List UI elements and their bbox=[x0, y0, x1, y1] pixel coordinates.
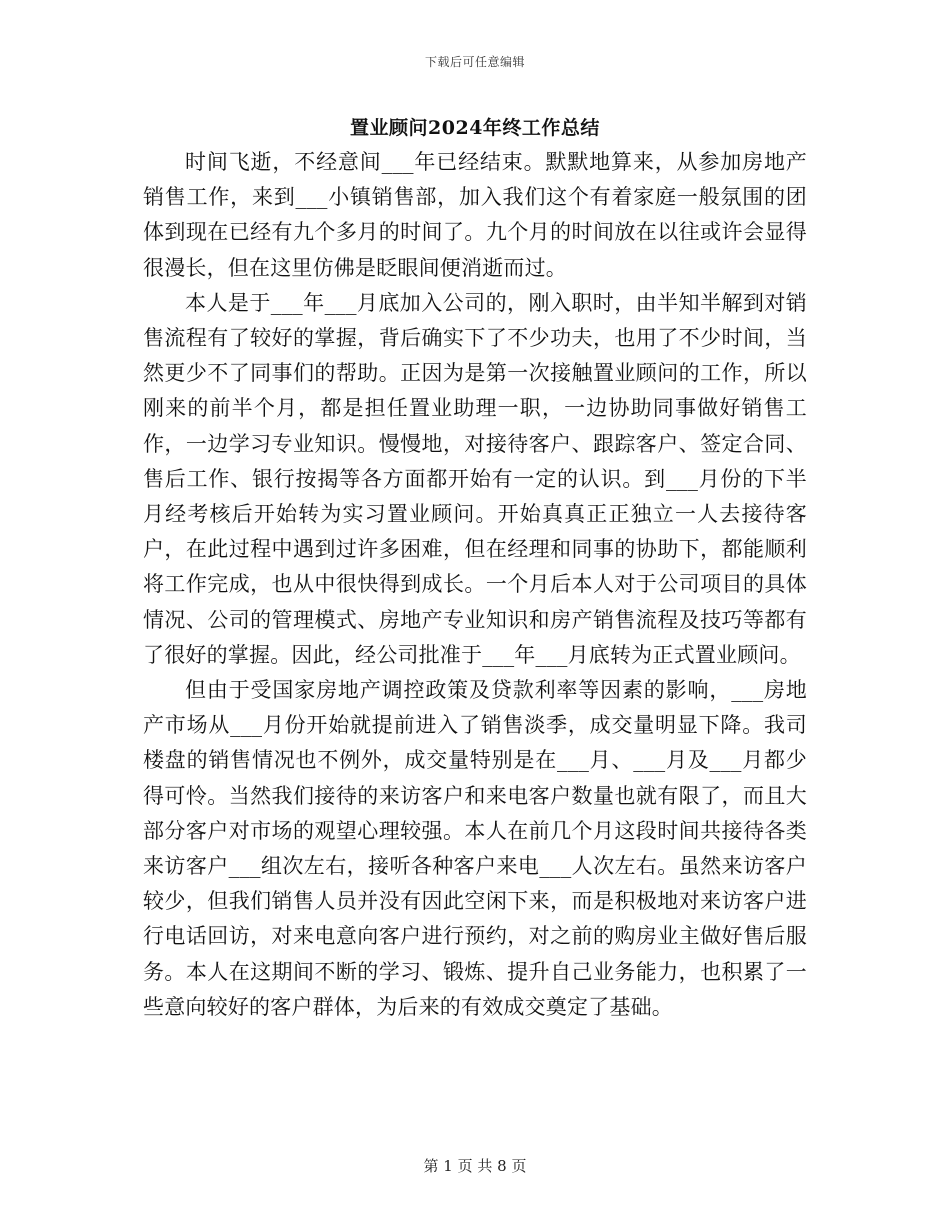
paragraph-1: 时间飞逝，不经意间___年已经结束。默默地算来，从参加房地产销售工作，来到___小镇销售部，加入我们这个有着家庭一般氛围的团体到现在已经有九个多月的时间了。九个月的时间放在以往或许会显得很漫长，但在这里仿佛是眨眼间便消逝而过。 bbox=[143, 150, 807, 280]
header-note: 下载后可任意编辑 bbox=[424, 55, 525, 69]
paragraph-2: 本人是于___年___月底加入公司的，刚入职时，由半知半解到对销售流程有了较好的掌握，背后确实下了不少功夫，也用了不少时间，当然更少不了同事们的帮助。正因为是第一次接触置业顾问的工作，所以刚来的前半个月，都是担任置业助理一职，一边协助同事做好销售工作，一边学习专业知识。慢慢地，对接待客户、跟踪客户、签定合同、售后工作、银行按揭等各方面都开始有一定的认识。到___月份的下半月经考核后开始转为实习置业顾问。开始真真正正独立一人去接待客户，在此过程中遇到过许多困难，但在经理和同事的协助下，都能顺利将工作完成，也从中很快得到成长。一个月后本人对于公司项目的具体情况、公司的管理模式、房地产专业知识和房产销售流程及技巧等都有了很好的掌握。因此，经公司批准于___年___月底转为正式置业顾问。 bbox=[143, 290, 807, 667]
document-body bbox=[143, 145, 807, 1025]
document-title: 置业顾问2024年终工作总结 bbox=[350, 117, 600, 139]
page-number: 第 1 页 共 8 页 bbox=[423, 1157, 527, 1175]
paragraph-3: 但由于受国家房地产调控政策及贷款利率等因素的影响，___房地产市场从___月份开始就提前进入了销售淡季，成交量明显下降。我司楼盘的销售情况也不例外，成交量特别是在___月、___月及___月都少得可怜。当然我们接待的来访客户和来电客户数量也就有限了，而且大部分客户对市场的观望心理较强。本人在前几个月这段时间共接待各类来访客户___组次左右，接听各种客户来电___人次左右。虽然来访客户较少，但我们销售人员并没有因此空闲下来，而是积极地对来访客户进行电话回访，对来电意向客户进行预约，对之前的购房业主做好售后服务。本人在这期间不断的学习、锻炼、提升自己业务能力，也积累了一些意向较好的客户群体，为后来的有效成交奠定了基础。 bbox=[143, 678, 807, 1019]
